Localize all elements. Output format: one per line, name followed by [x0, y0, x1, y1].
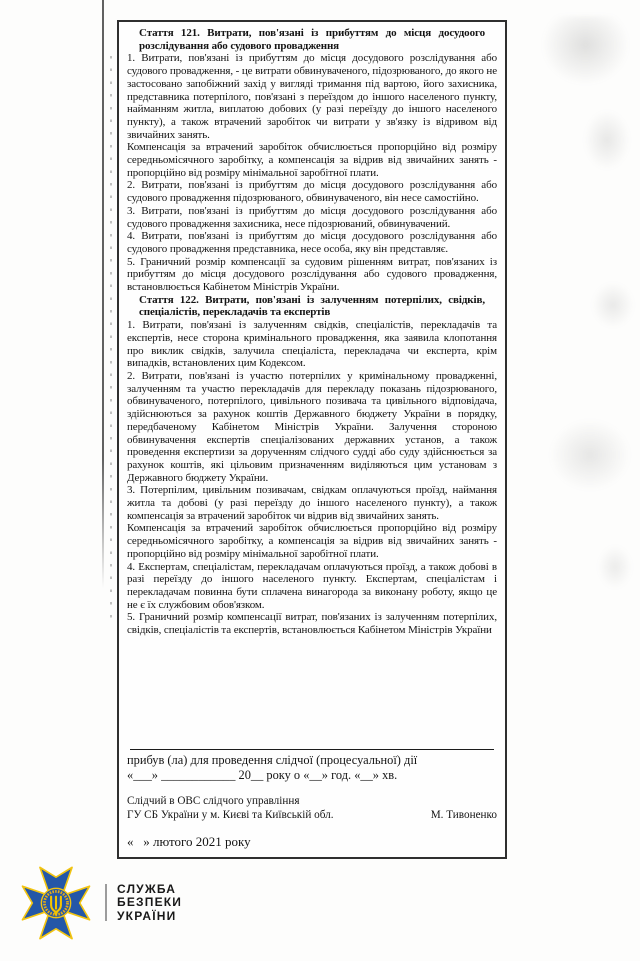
article-122-paragraph: 5. Граничний розмір компенсації витрат, пов'язаних із залученням потерпілих, свідків, спеціалістів та експертів, встановлюється Кабінетом Міністрів України — [127, 611, 497, 637]
article-121-paragraph: Компенсація за втрачений заробіток обчислюється пропорційно від розміру середньомісячного заробітку, а компенсація за відрив від звичайних занять - пропорційно від розміру мінімальної заробітної плати. — [127, 141, 497, 179]
investigator-name: М. Тивоненко — [430, 808, 497, 821]
article-122-title: Стаття 122. Витрати, пов'язані із залученням потерпілих, свідків, спеціалістів, перекладачів та експертів — [139, 293, 485, 319]
article-122-paragraph: 4. Експертам, спеціалістам, перекладачам оплачуються проїзд, а також добові в разі переїзду до іншого населеного пункту. Експертам, спеціалістам і перекладачам повинна бути сплачена винагорода за виконану роботу, якщо це не є їх службовим обов'язком. — [127, 560, 497, 611]
article-121-paragraph: 5. Граничний розмір компенсації за судовим рішенням витрат, пов'язаних із прибуттям до місця досудового розслідування або судового провадження, встановлюється Кабінетом Міністрів України. — [127, 255, 497, 294]
scan-smudge — [598, 545, 632, 589]
article-121-paragraph: 2. Витрати, пов'язані із прибуттям до місця досудового розслідування або судового провадження підозрюваного, обвинуваченого, він несе самостійно. — [127, 179, 497, 205]
logo-divider — [105, 884, 107, 921]
article-121-paragraph: 1. Витрати, пов'язані із прибуттям до місця досудового розслідування або судового провадження, - це витрати обвинуваченого, підозрюваного, до якого не застосовано запобіжний захід у вигляді тримання під вартою, його захисника, представника потерпілого, пов'язані з переїздом до іншого населеного пункту, найманням житла, виплатою добових (у разі переїзду до іншого населеного пункту), а також втрачений заробіток чи витрати у зв'язку із відривом від звичайних занять. — [127, 52, 497, 141]
scan-smudge — [548, 418, 632, 492]
sbu-wordmark-line: БЕЗПЕКИ — [117, 895, 183, 910]
scan-smudge — [538, 16, 633, 88]
article-121-paragraph: 4. Витрати, пов'язані із прибуттям до місця досудового розслідування або судового провадження представника, несе особа, яку він представляє. — [127, 230, 497, 255]
scan-smudge — [592, 282, 634, 328]
signature-section — [127, 749, 497, 849]
document-frame — [117, 20, 507, 859]
arrival-line: прибув (ла) для проведення слідчої (процесуальної) дії — [127, 753, 418, 768]
date-line: « » лютого 2021 року — [127, 834, 251, 850]
sbu-emblem-icon — [21, 866, 91, 940]
investigator-line: Слідчий в ОВС слідчого управління — [127, 795, 300, 808]
article-122-paragraph: 3. Потерпілим, цивільним позивачам, свідкам оплачуються проїзд, наймання житла та добові (у разі переїзду до іншого населеного пункту), а також компенсація за втрачений заробіток чи відрив від звичайних занять. — [127, 484, 497, 522]
sbu-wordmark-line: СЛУЖБА — [117, 882, 177, 896]
scan-smudge — [584, 110, 630, 170]
article-122-paragraph: 2. Витрати, пов'язані із участю потерпілих у кримінальному провадженні, залученням та участю перекладачів для перекладу показань підозрюваного, обвинуваченого, потерпілого, цивільного позивача та цивільного відповідача, здійснюються за рахунок коштів Державного бюджету України в порядку, передбаченому Кабінетом Міністрів України. Залучення стороною обвинувачення експертів спеціалізованих державних установ, а також проведення експертизи за дорученням слідчого судді або суду здійснюється за рахунок коштів, які цільовим призначенням виділяються цим установам з Державного бюджету України. — [127, 369, 497, 484]
sbu-wordmark-line: УКРАЇНИ — [117, 908, 177, 923]
investigator-block — [127, 795, 497, 822]
article-122-paragraph: 1. Витрати, пов'язані із залученням свідків, спеціалістів, перекладачів та експертів, несе сторона кримінального провадження, яка заявила клопотання про виклик свідків, залучила спеціаліста, перекладача чи експерта, крім випадків, встановлених цим Кодексом. — [127, 319, 497, 370]
scan-fold-line — [102, 0, 104, 588]
sbu-wordmark — [117, 883, 182, 923]
scan-showthrough-dashes — [110, 56, 112, 626]
article-121-title: Стаття 121. Витрати, пов'язані із прибуттям до місця досудоого розслідування або судового провадження — [139, 27, 485, 52]
date-blank-line: «___» ____________ 20__ року о «__» год. «__» хв. — [127, 768, 398, 783]
article-121-paragraph: 3. Витрати, пов'язані із прибуттям до місця досудового розслідування або судового провадження захисника, несе підозрюваний, обвинувачений. — [127, 204, 497, 230]
article-122-paragraph: Компенсація за втрачений заробіток обчислюється пропорційно від розміру середньомісячного заробітку, а компенсація за відрив від звичайних занять - пропорційно від розміру мінімальної заробітної плати. — [127, 522, 497, 560]
fill-in-rule — [130, 749, 494, 750]
investigator-line: ГУ СБ України у м. Києві та Київській обл. — [127, 808, 334, 821]
